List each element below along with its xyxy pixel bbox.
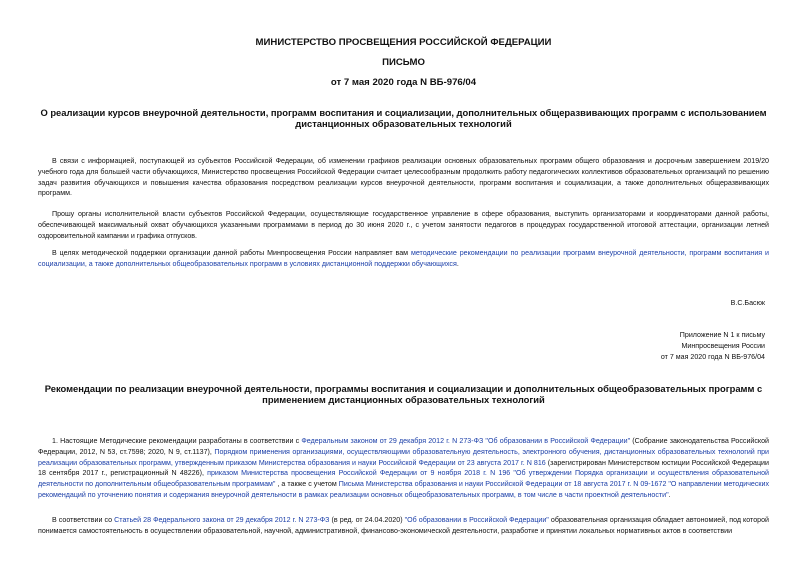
letter-subject: О реализации курсов внеурочной деятельности, программ воспитания и социализации, дополнительных общеразвивающих программ с использованием дистанционных образовательных технологий [40, 107, 767, 129]
order-816-link[interactable]: Порядком применения организациями, осуществляющими образовательную деятельность, электронного обучения, дистанционных образовательных технологий при реализации образовательных программ, утвержденным приказом Министерства образования и науки Российской Федерации от 23 августа 2017 г. N 816 [38, 447, 769, 467]
education-law-link[interactable]: "Об образовании в Российской Федерации" [404, 516, 549, 524]
paragraph-text: (зарегистрирован Министерством юстиции Российской Федерации 18 сентября 2017 г., регистрационный N 48226), [38, 458, 769, 478]
letter-09-1672-link[interactable]: Письма Министерства образования и науки Российской Федерации от 18 августа 2017 г. N 09-1672 "О направлении методических рекомендаций по уточнению понятия и содержания внеурочной деятельности в рамках реализации основных общеобразовательных программ, в том числе в части проектной деятельности" [38, 480, 769, 499]
order-196-link[interactable]: приказом Министерства просвещения Российской Федерации от 9 ноября 2018 г. N 196 "Об утверждении Порядка организации и осуществления образовательной деятельности по дополнительным общеобразовательным программам" [38, 469, 769, 489]
letter-paragraph-3 [38, 248, 769, 270]
ministry-heading: МИНИСТЕРСТВО ПРОСВЕЩЕНИЯ РОССИЙСКОЙ ФЕДЕРАЦИИ [255, 37, 552, 48]
recommendations-title: Рекомендации по реализации внеурочной деятельности, программы воспитания и социализации и дополнительных общеобразовательных программ с применением дистанционных образовательных технологий [44, 383, 763, 405]
paragraph-text: . [456, 259, 459, 268]
recommendations-paragraph-1 [38, 436, 769, 501]
paragraph-text: (Собрание законодательства Российской Федерации, 2012, N 53, ст.7598; 2020, N 9, ст.1137), [38, 437, 770, 456]
annex-block [661, 330, 765, 362]
annex-line-3: от 7 мая 2020 года N ВБ-976/04 [660, 352, 765, 361]
recommendations-paragraph-2 [38, 515, 769, 537]
paragraph-text: (в ред. от 24.04.2020) [329, 516, 405, 524]
doc-type-heading: ПИСЬМО [382, 57, 425, 68]
letter-paragraph-2: Прошу органы исполнительной власти субъектов Российской Федерации, осуществляющие государственное управление в сфере образования, выступить организаторами и координаторами данной работы, обеспечивающей максимальный охват обучающихся указанными программами в период до 30 июня 2020 г., с учетом занятости педагогов в процедурах государственной итоговой аттестации, организации летней оздоровительной кампании и графика отпусков. [38, 210, 769, 240]
signature: В.С.Басюк [730, 299, 765, 307]
paragraph-text: В целях методической поддержки организации данной работы Минпросвещения России направляет вам [52, 249, 411, 257]
article-28-link[interactable]: Статьей 28 Федерального закона от 29 декабря 2012 г. N 273-ФЗ [114, 516, 330, 524]
federal-law-link[interactable]: Федеральным законом от 29 декабря 2012 г. N 273-ФЗ "Об образовании в Российской Федерации" [301, 437, 631, 445]
paragraph-text: образовательная организация обладает автономией, под которой понимается самостоятельность в осуществлении образовательной, научной, административной, финансово-экономической деятельности, разработке и принятии локальных нормативных актов в соответствии [38, 516, 769, 535]
annex-line-1: Приложение N 1 к письму [679, 331, 765, 339]
doc-date-number: от 7 мая 2020 года N ВБ-976/04 [330, 77, 477, 88]
paragraph-text: . [668, 490, 671, 499]
paragraph-text: , а также с учетом [275, 480, 339, 489]
paragraph-text: В соответствии со [52, 516, 115, 524]
paragraph-text: 1. Настоящие Методические рекомендации разработаны в соответствии с [52, 437, 302, 445]
annex-line-2: Минпросвещения России [681, 341, 765, 350]
recommendations-link[interactable]: методические рекомендации по реализации программ внеурочной деятельности, программ воспитания и социализации, а также дополнительных общеобразовательных программ в условиях дистанционной поддержки обучающихся [38, 249, 770, 268]
letter-paragraph-1: В связи с информацией, поступающей из субъектов Российской Федерации, об изменении графиков реализации основных образовательных программ общего образования и досрочным завершением 2019/20 учебного года для большей части обучающихся, Министерство просвещения Российской Федерации считает целесообразным продолжить работу педагогических коллективов образовательных организаций по решению задач развития обучающихся и повышения качества образования посредством реализации курсов внеурочной деятельности, программ воспитания и социализации, а также дополнительных общеразвивающих программ. [38, 157, 769, 198]
